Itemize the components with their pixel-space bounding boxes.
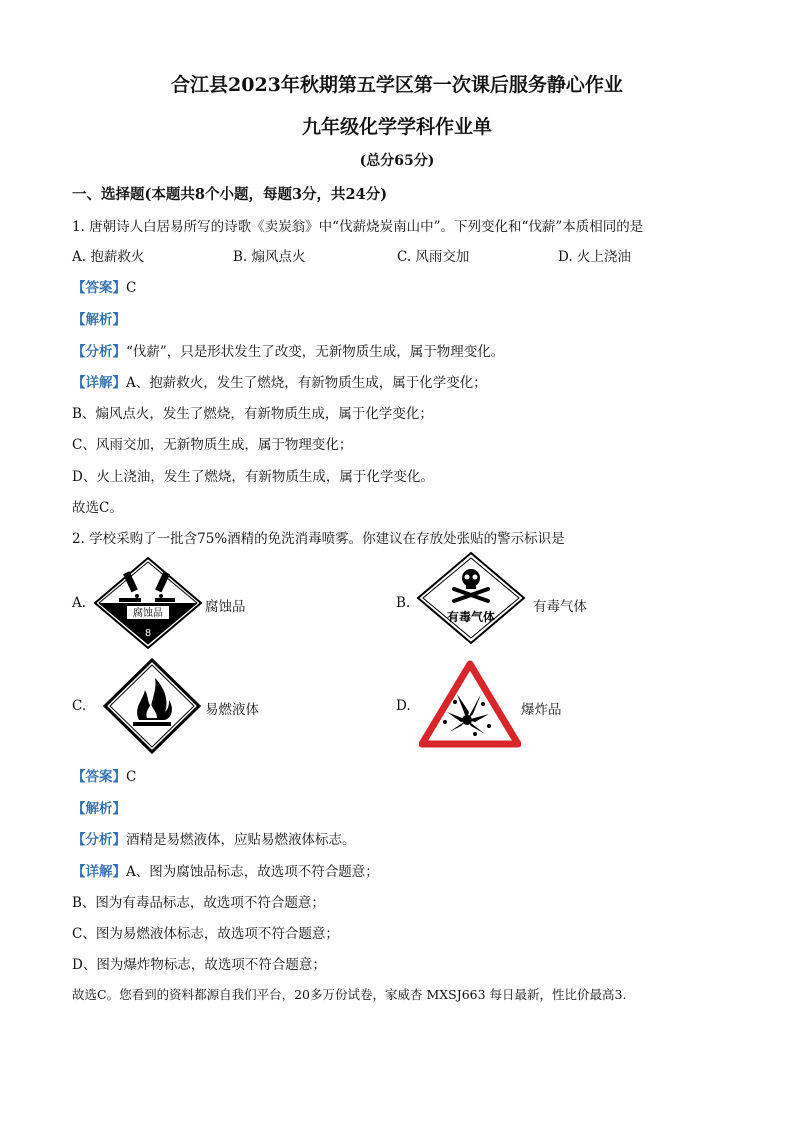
q2-option-a-label: 腐蚀品	[205, 599, 246, 615]
q2-answer	[72, 765, 136, 785]
q2-line-d: D、图为爆炸物标志，故选项不符合题意；	[72, 957, 326, 973]
fenxi-tag: 【分析】	[72, 344, 126, 360]
answer-value: C	[126, 769, 137, 785]
q2-line-c: C、图为易燃液体标志，故选项不符合题意；	[72, 926, 339, 942]
q1-line-b: B、煽风点火，发生了燃烧，有新物质生成，属于化学变化；	[72, 406, 433, 422]
question-2-stem: 2. 学校采购了一批含75%酒精的免洗消毒喷雾。你建议在存放处张贴的警示标识是	[72, 531, 565, 547]
explosive-icon	[419, 660, 521, 748]
q1-line-d: D、火上浇油，发生了燃烧，有新物质生成，属于化学变化。	[72, 469, 434, 485]
xiangjie-tag: 【详解】	[72, 375, 126, 391]
q1-option-a: A. 抱薪救火	[72, 249, 145, 265]
corrosive-icon	[93, 556, 203, 650]
q2-conclusion: 故选C。您看到的资料都源自我们平台，20多万份试卷，家威杏 MXSJ663 每日最新，性比价最高3.	[72, 987, 627, 1002]
q2-option-c-label: 易燃液体	[205, 702, 259, 718]
q2-xiangjie: 【详解】A、图为腐蚀品标志，故选项不符合题意；	[72, 864, 379, 880]
q1-xiangjie: 【详解】A、抱薪救火，发生了燃烧，有新物质生成，属于化学变化；	[72, 375, 487, 391]
q1-analysis-tag: 【解析】	[72, 312, 126, 328]
fenxi-tag: 【分析】	[72, 832, 126, 848]
toxic-sign-text: 有毒气体	[446, 610, 496, 624]
answer-tag: 【答案】	[72, 769, 126, 785]
q2-option-b-letter: B.	[396, 595, 411, 611]
xiangjie-tag: 【详解】	[72, 864, 126, 880]
q1-option-d: D. 火上浇油	[558, 249, 631, 265]
q1-option-c: C. 风雨交加	[397, 249, 470, 265]
q2-option-d-label: 爆炸品	[521, 702, 562, 718]
q1-line-c: C、风雨交加，无新物质生成，属于物理变化；	[72, 437, 353, 453]
skull-icon	[416, 551, 526, 645]
answer-value: C	[126, 280, 137, 296]
document-subtitle: 九年级化学学科作业单	[301, 116, 492, 138]
q1-answer	[72, 276, 136, 296]
q1-fenxi: 【分析】“伐薪”，只是形状发生了改变，无新物质生成，属于物理变化。	[72, 344, 505, 360]
q1-conclusion: 故选C。	[72, 500, 123, 516]
q2-fenxi: 【分析】酒精是易燃液体，应贴易燃液体标志。	[72, 832, 356, 848]
section-heading: 一、选择题(本题共8个小题，每题3分，共24分)	[72, 186, 388, 203]
answer-tag: 【答案】	[72, 280, 126, 296]
total-score: (总分65分)	[359, 153, 435, 169]
q2-option-a-letter: A.	[72, 595, 87, 611]
corrosive-sign-number: 8	[144, 628, 152, 639]
q2-analysis-tag: 【解析】	[72, 801, 126, 817]
corrosive-sign-text: 腐蚀品	[133, 608, 163, 619]
q2-option-d-letter: D.	[396, 698, 411, 714]
flame-icon	[103, 658, 201, 754]
q2-line-b: B、图为有毒品标志，故选项不符合题意；	[72, 895, 325, 911]
q1-option-b: B. 煽风点火	[233, 249, 306, 265]
q2-option-c-letter: C.	[72, 698, 87, 714]
question-1-stem: 1. 唐朝诗人白居易所写的诗歌《卖炭翁》中“伐薪烧炭南山中”。下列变化和“伐薪”本质相同的是	[72, 219, 644, 235]
q2-option-b-label: 有毒气体	[533, 599, 587, 615]
document-title: 合江县2023年秋期第五学区第一次课后服务静心作业	[171, 74, 623, 96]
